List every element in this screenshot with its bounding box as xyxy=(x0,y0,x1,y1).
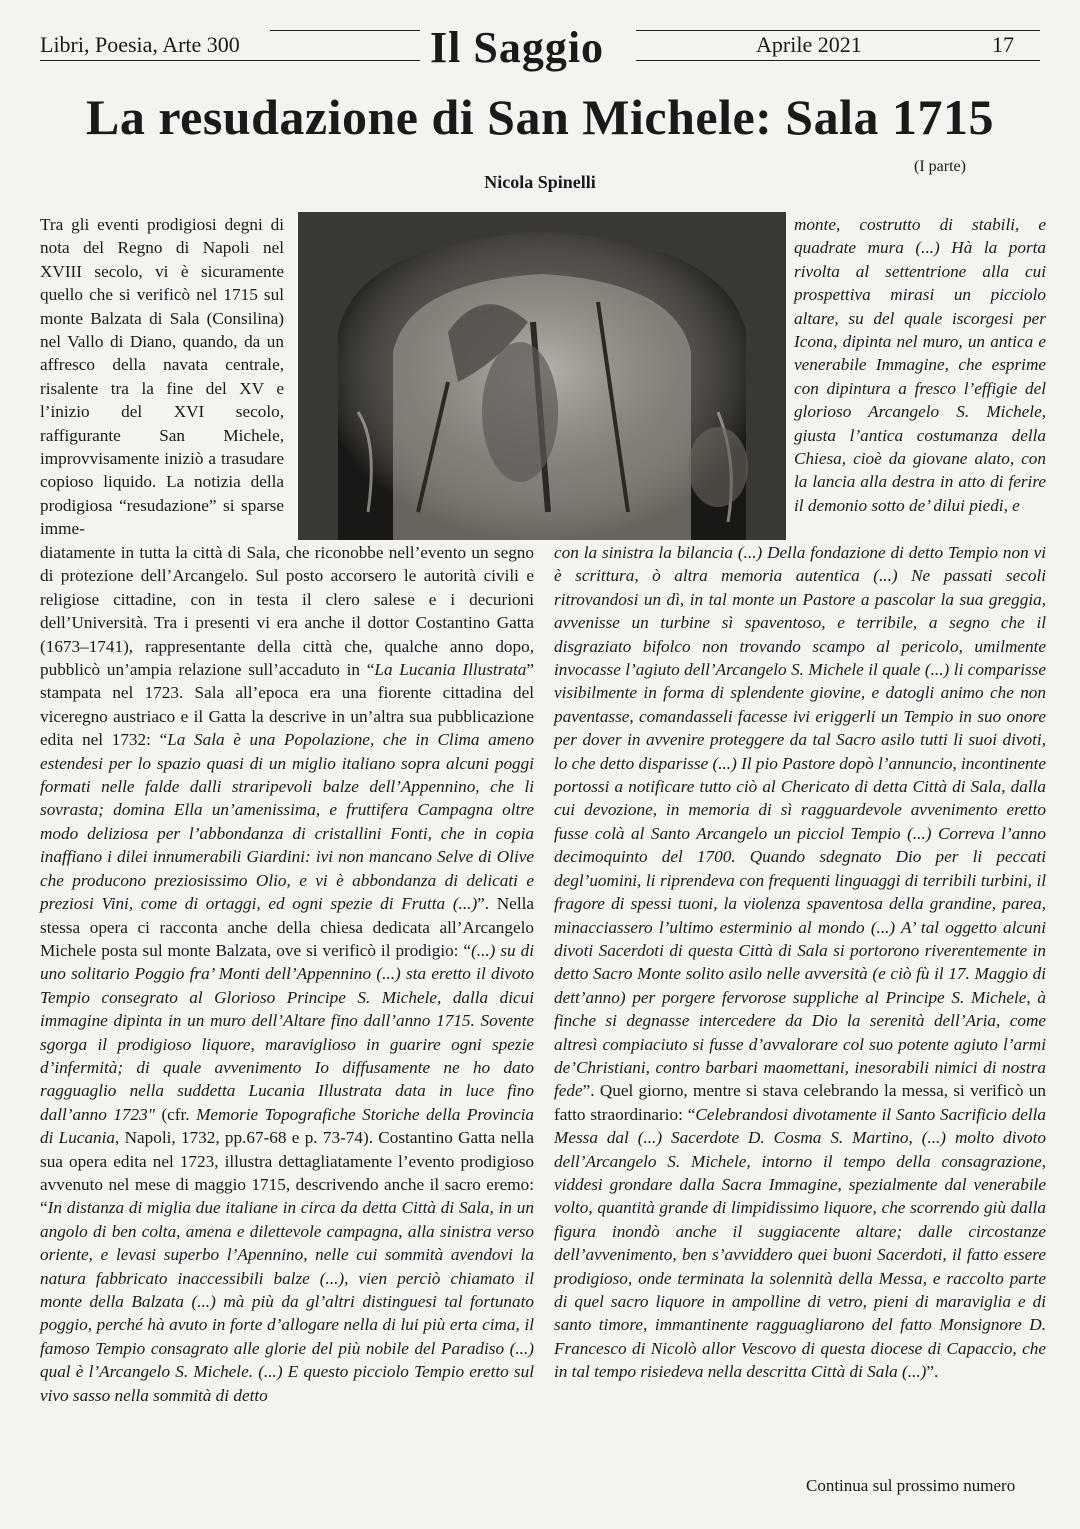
fresco-photo xyxy=(298,212,786,540)
article-title: La resudazione di San Michele: Sala 1715 xyxy=(85,89,994,145)
text-run: (...) su di uno solitario Poggio fra’ Monti dell’Appennino (...) sta eretto il divoto Tempio consegrato al Glorioso Principe S. Michele, dalla dicui immagine dipinta in un muro dell’Altare fino dall’anno 1715. Sovente sgorga il prodigioso liquore, maraviglioso in guarire ogni spezie d’infermità; di quale avvenimento Io diffusamente ne ho dato ragguaglio nella suddetta Lucania Illustrata data in luce fino dall’anno 1723" xyxy=(40,940,534,1124)
body-column-b xyxy=(554,541,1046,1384)
header-rule xyxy=(270,30,420,31)
paragraph xyxy=(554,541,1046,1384)
header-rule xyxy=(636,30,1040,31)
page-number: 17 xyxy=(992,32,1014,57)
text-run: (cfr. xyxy=(154,1104,197,1124)
text-run: La Lucania Illustrata xyxy=(374,660,527,680)
text-run: ” stampata nel 1723. Sala all’epoca era una fiorente cittadina del viceregno austriaco e il Gatta la descrive in un’altra sua pubblicazione edita nel 1732: “ xyxy=(40,660,534,750)
text-run: , Napoli, 1732, pp.67-68 e p. 73-74). Costantino Gatta nella sua opera edita nel 1723, illustra dettagliatamente l’evento prodigioso avvenuto nel mese di maggio 1715, descrivendo anche il sacro eremo: “ xyxy=(40,1128,534,1218)
text-run: ”. Quel giorno, mentre si stava celebrando la messa, si verificò un fatto straordinario: “ xyxy=(554,1081,1046,1124)
fresco-image xyxy=(298,212,786,540)
left-text-column xyxy=(40,213,284,541)
text-run: con la sinistra la bilancia (...) Della fondazione di detto Tempio non vi è scrittura, ò altra memoria autentica (...) Ne passati secoli ritrovandosi un dì, in tal monte un Pastore a pascolar la sua greggia, avvenisse un turbine sì spaventoso, e terribile, a segno che il disgraziato bifolco non trovando scampo al pericolo, umilmente invocasse l’agiuto dell’Arcangelo S. Michele il quale (...) li comparisse visibilmente in forma di splendente giovine, e datogli animo che non paventasse, comandasseli facesse ivi eriggerli un Tempio in suo onore per dover in avvenire proteggere da tal Sacro asilo tutti li suoi divoti, lo che detto disparisse (...) Il pio Pastore dopò l’annuncio, incontinente portossi a notificare tutto ciò al Chericato di detta Città di Sala, dalla cui devozione, in memoria di sì ragguardevole avvenimento eretto fusse colà al Santo Arcangelo un picciol Tempio (...) Correva l’anno decimoquinto del 1700. Quando sdegnato Dio per li peccati degl’uomini, li riprendeva con frequenti linguaggi di terribili turbini, il fragore di spessi tuoni, la violenza spaventosa della grandine, parea, minacciassero l’ultimo esterminio al mondo (...) A’ tal oggetto alcuni divoti Sacerdoti di questa Città di Sala si portorono riverentemente in detto Sacro Monte solito asilo nelle avversità (e ciò fù il 17. Maggio di dett’anno) per porgere fervorose suppliche al Principe S. Michele, à finche si degnasse intercedere da Dio la serenità dell’Aria, come altresì compiaciuto si fusse d’avvalorare col suo potente agiuto l’armi de’Christiani, contro barbari maomettani, inesorabili nimici di nostra fede xyxy=(554,543,1046,1101)
paragraph xyxy=(40,541,534,1407)
right-text-column xyxy=(794,213,1046,517)
section-label: Libri, Poesia, Arte 300 xyxy=(40,32,240,57)
running-header xyxy=(40,23,1040,72)
text-run: La Sala è una Popolazione, che in Clima ameno estendesi per lo spazio quasi di un miglio italiano sopra alcuni poggi formati nelle falde dalli straripevoli balze dell’Appennino, che li sovrasta; domina Ella un’amenissima, e fruttifera Campagna oltre modo deliziosa per l’abbondanza di cristallini Fonti, che in copia inaffiano i dilei innumerabili Giardini: ivi non mancano Selve di Olive che producono preziosissimo Olio, e vi è abbondanza di delicati e preziosi Vini, come di ortaggi, ed ogni spezie di Frutta (...) xyxy=(40,730,534,914)
body-column-a xyxy=(40,541,534,1407)
paragraph: monte, costrutto di stabili, e quadrate mura (...) Hà la porta rivolta al settentrione alla cui prospettiva mirasi un picciolo altare, su del quale iscorgesi per Icona, dipinta nel muro, un antica e venerabile Immagine, che esprime con dipintura a fresco l’effigie del glorioso Arcangelo S. Michele, giusta l’antica costumanza della Chiesa, cioè da giovane alato, con la lancia alla destra in atto di ferire il demonio sotto de’ dilui piedi, e xyxy=(794,215,1046,515)
paragraph: Tra gli eventi prodigiosi degni di nota del Regno di Napoli nel XVIII secolo, vi è sicuramente quello che si verificò nel 1715 sul monte Balzata di Sala (Consilina) nel Vallo di Diano, quando, da un affresco della navata centrale, risalente tra la fine del XV e l’inizio del XVI secolo, raffigurante San Michele, improvvisamente iniziò a trasudare copioso liquido. La notizia della prodigiosa “resudazione” si sparse imme- xyxy=(40,215,284,539)
publication-title: Il Saggio xyxy=(430,23,605,72)
text-run: In distanza di miglia due italiane in circa da detta Città di Sala, in un angolo di ben colta, amena e dilettevole campagna, alla sinistra verso oriente, e levasi superbo l’Apennino, nelle cui sommità avendovi la natura fabbricato inaccessibili balze (...), vien perciò chiamato il monte della Balzata (...) mà più da gl’altri distinguesi tal fortunato poggio, perché hà avuto in forte d’allogare nella di lui più erta cima, il famoso Tempio consagrato alle glorie del più nobile del Paradiso (...) qual è l’Arcangelo S. Michele. (...) E questo picciolo Tempio eretto sul vivo sasso nella sommità di detto xyxy=(40,1198,534,1405)
issue-date: Aprile 2021 xyxy=(756,32,862,57)
part-label: (I parte) xyxy=(914,158,966,175)
continued-note: Continua sul prossimo numero xyxy=(806,1476,1016,1495)
text-run: ”. xyxy=(926,1362,939,1382)
text-run: diatamente in tutta la città di Sala, che riconobbe nell’evento un segno di protezione dell’Arcangelo. Sul posto accorsero le autorità civili e religiose cittadine, con in testa il clero salese e i decurioni dell’Università. Tra i presenti vi era anche il dottor Costantino Gatta (1673–1741), rappresentante della città che, qualche anno dopo, pubblicò un’ampia relazione sull’accaduto in “ xyxy=(40,543,534,680)
text-run: Celebrandosi divotamente il Santo Sacrificio della Messa dal (...) Sacerdote D. Cosma S. Martino, (...) molto divoto dell’Arcangelo S. Michele, intorno il tempo della consagrazione, viddesi grondare dalla Sacra Immagine, spezialmente dal venerabile volto, quantità grande di limpidissimo liquore, che scorrendo giù dalla figura inondò anche il suggiacente altare; dalle circostanze dell’avvenimento, ben s’avviddero quei buoni Sacerdoti, il fatto essere prodigioso, onde terminata la solennità della Messa, e raccolto parte di quel sacro liquore in ampolline di vetro, pieni di maraviglia e di santo timore, immantinente ragguagliarono del fatto Monsignore D. Francesco di Nicolò allor Vescovo di questa diocese di Capaccio, che in tal tempo risiedeva nella descritta Città di Sala (...) xyxy=(554,1104,1047,1382)
text-run: ”. Nella stessa opera ci racconta anche della chiesa dedicata all’Arcangelo Michele posta sul monte Balzata, ove si verificò il prodigio: “ xyxy=(40,894,534,960)
header-rule xyxy=(40,60,420,61)
header-rule xyxy=(636,60,1040,61)
text-run: Memorie Topografiche Storiche della Provincia di Lucania xyxy=(40,1104,534,1148)
author-byline: Nicola Spinelli xyxy=(484,172,596,192)
